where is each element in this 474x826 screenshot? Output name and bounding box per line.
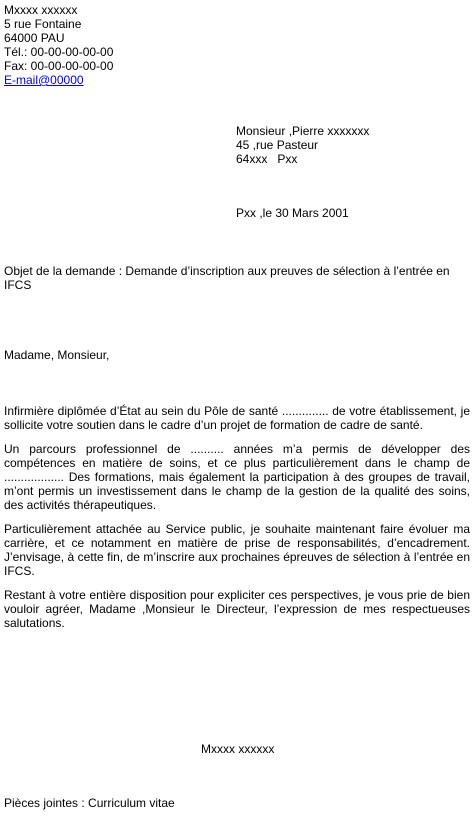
letter-date: Pxx ,le 30 Mars 2001 <box>236 206 349 220</box>
body-paragraph: Un parcours professionnel de .......... années m’a permis de développer des compétences en matière de soins, et ce plus particulièrement dans le champ de .................. Des formations, mais également la participation à des groupes de travail, m’ont permis un investissement dans le champ de la gestion de la qualité des soins, des activités thérapeutiques. <box>4 442 470 512</box>
sender-email-link[interactable]: E-mail@00000 <box>4 73 84 87</box>
letter-body <box>4 404 470 640</box>
sender-phone: Tél.: 00-00-00-00-00 <box>4 45 114 59</box>
sender-address-block <box>4 3 113 87</box>
sender-street: 5 rue Fontaine <box>4 17 82 31</box>
sender-name: Mxxxx xxxxxx <box>4 3 78 17</box>
letter-signature: Mxxxx xxxxxx <box>201 742 275 756</box>
attachments-note: Pièces jointes : Curriculum vitae <box>4 796 175 810</box>
body-paragraph: Particulièrement attachée au Service public, je souhaite maintenant faire évoluer ma carrière, et ce notamment en matière de prise de responsabilités, d’encadrement. J’envisage, à cette fin, de m’inscrire aux prochaines épreuves de sélection à l’entrée en IFCS. <box>4 522 470 578</box>
letter-subject: Objet de la demande : Demande d’inscription aux preuves de sélection à l’entrée en IFCS <box>4 264 450 292</box>
recipient-address-block <box>236 124 369 166</box>
recipient-name: Monsieur ,Pierre xxxxxxx <box>236 124 370 138</box>
sender-city: 64000 PAU <box>4 31 65 45</box>
body-paragraph: Restant à votre entière disposition pour expliciter ces perspectives, je vous prie de bien vouloir agréer, Madame ,Monsieur le Directeur, l’expression de mes respectueuses salutations. <box>4 588 470 630</box>
sender-fax: Fax: 00-00-00-00-00 <box>4 59 114 73</box>
recipient-city: 64xxx Pxx <box>236 152 298 166</box>
body-paragraph: Infirmière diplômée d’État au sein du Pôle de santé .............. de votre établissement, je sollicite votre soutien dans le cadre d’un projet de formation de cadre de santé. <box>4 404 470 432</box>
recipient-street: 45 ,rue Pasteur <box>236 138 319 152</box>
letter-greeting: Madame, Monsieur, <box>4 348 110 362</box>
